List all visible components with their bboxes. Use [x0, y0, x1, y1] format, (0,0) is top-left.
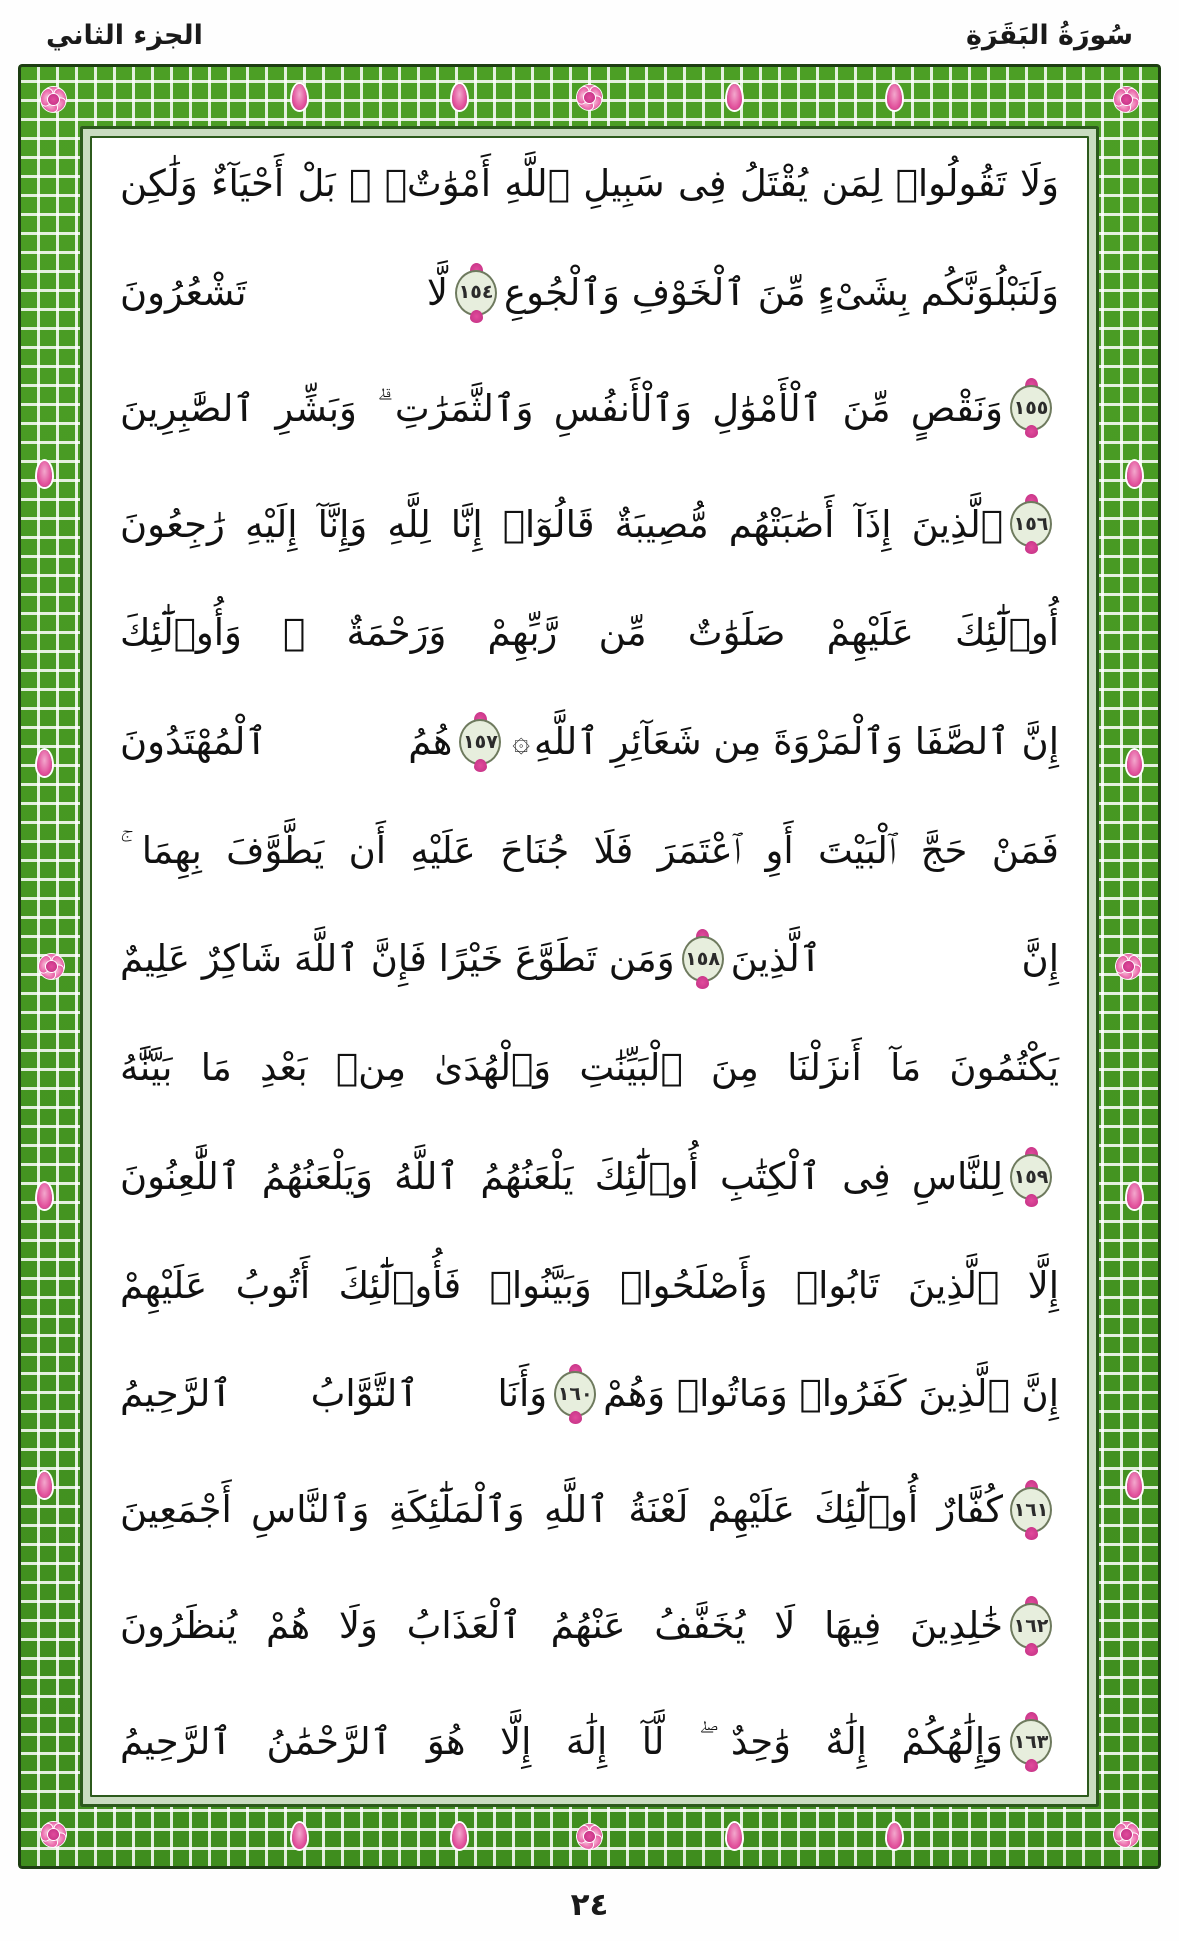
- ornamental-border: [18, 64, 1161, 1869]
- flower-ornament-icon: [34, 950, 68, 984]
- juz-label: الجزء الثاني: [46, 19, 203, 51]
- bud-ornament-icon: [292, 1823, 307, 1849]
- surah-label: سُورَةُ البَقَرَةِ: [966, 19, 1133, 51]
- quran-line: [120, 829, 1059, 873]
- bud-ornament-icon: [727, 1823, 742, 1849]
- quran-line-text: يَكْتُمُونَ مَآ أَنزَلْنَا مِنَ ٱلْبَيِّنَٰتِ وَٱلْهُدَىٰ مِنۢ بَعْدِ مَا بَيَّنَّٰهُ: [120, 1046, 1059, 1090]
- bud-ornament-icon: [37, 461, 52, 487]
- quran-line: [120, 1481, 1059, 1539]
- ayah-number-marker[interactable]: [1008, 1481, 1054, 1539]
- bud-ornament-icon: [887, 84, 902, 110]
- quran-line-text: أُو۟لَٰٓئِكَ عَلَيْهِمْ صَلَوَٰتٌ مِّن رَّبِّهِمْ وَرَحْمَةٌ ۖ وَأُو۟لَٰٓئِكَ: [120, 611, 1059, 655]
- quran-line: [120, 1148, 1059, 1206]
- quran-line-text-before: وَأَنَا ٱلتَّوَّابُ ٱلرَّحِيمُ: [120, 1372, 548, 1416]
- quran-line-text: فَمَنْ حَجَّ ٱلْبَيْتَ أَوِ ٱعْتَمَرَ فَلَا جُنَاحَ عَلَيْهِ أَن يَطَّوَّفَ بِهِمَا ۚ: [120, 828, 1059, 872]
- flower-ornament-icon: [1111, 950, 1145, 984]
- bud-ornament-icon: [452, 84, 467, 110]
- quran-line-text-before: وَإِلَٰهُكُمْ إِلَٰهٌ وَٰحِدٌ ۖ لَّآ إِلَٰهَ إِلَّا هُوَ ٱلرَّحْمَٰنُ ٱلرَّحِيمُ: [120, 1720, 1003, 1764]
- bud-ornament-icon: [37, 750, 52, 776]
- ayah-number: ١٥٨: [685, 948, 720, 971]
- ayah-number: ١٦٠: [557, 1383, 593, 1406]
- quran-line: [120, 1046, 1059, 1090]
- marker-tip-icon: [1025, 1194, 1038, 1207]
- ayah-number-marker[interactable]: [1008, 1597, 1054, 1655]
- bud-ornament-icon: [292, 84, 307, 110]
- quran-line: [120, 930, 1059, 988]
- flower-ornament-icon: [1109, 82, 1143, 116]
- flower-ornament-icon: [1109, 1817, 1143, 1851]
- marker-tip-icon: [1025, 425, 1038, 438]
- bud-ornament-icon: [887, 1823, 902, 1849]
- quran-line-text-after: إِنَّ ٱلَّذِينَ كَفَرُوا۟ وَمَاتُوا۟ وَهُمْ: [603, 1372, 1059, 1416]
- ayah-number: ١٥٥: [1013, 397, 1049, 420]
- ayah-number: ١٦٣: [1013, 1730, 1049, 1753]
- marker-tip-icon: [1025, 541, 1038, 554]
- quran-line-text-before: كُفَّارٌ أُو۟لَٰٓئِكَ عَلَيْهِمْ لَعْنَةُ ٱللَّهِ وَٱلْمَلَٰٓئِكَةِ وَٱلنَّاسِ أَجْمَعِينَ: [120, 1488, 1003, 1532]
- bud-ornament-icon: [452, 1823, 467, 1849]
- marker-tip-icon: [1025, 1527, 1038, 1540]
- quran-line: [120, 1264, 1059, 1308]
- quran-line-text: إِلَّا ٱلَّذِينَ تَابُوا۟ وَأَصْلَحُوا۟ وَبَيَّنُوا۟ فَأُو۟لَٰٓئِكَ أَتُوبُ عَلَيْهِمْ: [120, 1263, 1059, 1307]
- ayah-number: ١٦٢: [1013, 1614, 1049, 1637]
- ayah-number-marker[interactable]: [1008, 495, 1054, 553]
- quran-line-text-before: وَنَقْصٍ مِّنَ ٱلْأَمْوَٰلِ وَٱلْأَنفُسِ وَٱلثَّمَرَٰتِ ۗ وَبَشِّرِ ٱلصَّٰبِرِينَ: [120, 386, 1003, 430]
- marker-tip-icon: [569, 1411, 582, 1424]
- quran-line-text-before: هُمُ ٱلْمُهْتَدُونَ: [120, 720, 453, 764]
- quran-line: [120, 611, 1059, 655]
- quran-line-text: وَلَا تَقُولُوا۟ لِمَن يُقْتَلُ فِى سَبِيلِ ٱللَّهِ أَمْوَٰتٌۢ ۚ بَلْ أَحْيَآءٌ وَلَٰكِن: [120, 162, 1059, 205]
- ayah-number: ١٥٦: [1013, 513, 1049, 536]
- quran-line: [120, 713, 1059, 771]
- marker-tip-icon: [1025, 1759, 1038, 1772]
- quran-line-text-before: وَمَن تَطَوَّعَ خَيْرًا فَإِنَّ ٱللَّهَ شَاكِرٌ عَلِيمٌ: [120, 937, 675, 981]
- bud-ornament-icon: [727, 84, 742, 110]
- ayah-number-marker[interactable]: [1008, 1713, 1054, 1771]
- ayah-number: ١٦١: [1013, 1498, 1049, 1521]
- quran-line: [120, 379, 1059, 437]
- page-footer: [0, 1869, 1179, 1941]
- flower-ornament-icon: [573, 1819, 607, 1853]
- flower-ornament-icon: [36, 82, 70, 116]
- marker-tip-icon: [470, 310, 483, 323]
- ayah-number-marker[interactable]: [457, 713, 503, 771]
- quran-line-text-after: إِنَّ ٱلَّذِينَ: [730, 937, 1059, 981]
- flower-ornament-icon: [36, 1817, 70, 1851]
- bud-ornament-icon: [1127, 750, 1142, 776]
- quran-line: [120, 162, 1059, 206]
- marker-tip-icon: [696, 976, 709, 989]
- quran-line: [120, 1365, 1059, 1423]
- bud-ornament-icon: [1127, 1183, 1142, 1209]
- quran-line-text-before: ٱلَّذِينَ إِذَآ أَصَٰبَتْهُم مُّصِيبَةٌ قَالُوٓا۟ إِنَّا لِلَّهِ وَإِنَّآ إِلَيْهِ رَٰجِعُونَ: [120, 502, 1003, 546]
- bud-ornament-icon: [1127, 1472, 1142, 1498]
- ayah-number-marker[interactable]: [1008, 1148, 1054, 1206]
- quran-line: [120, 1713, 1059, 1771]
- quran-line-text-after: إِنَّ ٱلصَّفَا وَٱلْمَرْوَةَ مِن شَعَآئِرِ ٱللَّهِ: [533, 720, 1059, 764]
- quran-line-text-before: لَّا تَشْعُرُونَ: [120, 270, 449, 314]
- marker-tip-icon: [1025, 1643, 1038, 1656]
- quran-line: [120, 264, 1059, 322]
- bud-ornament-icon: [1127, 461, 1142, 487]
- ayah-number-marker[interactable]: [1008, 379, 1054, 437]
- ayah-number-marker[interactable]: [453, 264, 499, 322]
- flower-ornament-icon: [573, 80, 607, 114]
- bud-ornament-icon: [37, 1472, 52, 1498]
- marker-tip-icon: [474, 759, 487, 772]
- ayah-number-marker[interactable]: [680, 930, 726, 988]
- page-number: ٢٤: [570, 1887, 609, 1923]
- quran-lines: [120, 162, 1059, 1771]
- quran-text-area: [90, 136, 1089, 1797]
- page-header: [0, 0, 1179, 64]
- quran-line: [120, 495, 1059, 553]
- ayah-number: ١٥٤: [458, 281, 494, 304]
- ayah-number: ١٥٩: [1013, 1165, 1049, 1188]
- quran-line-text-before: خَٰلِدِينَ فِيهَا لَا يُخَفَّفُ عَنْهُمُ ٱلْعَذَابُ وَلَا هُمْ يُنظَرُونَ: [120, 1604, 1003, 1648]
- quran-line: [120, 1597, 1059, 1655]
- ornamental-frame-wrapper: [18, 64, 1161, 1869]
- quran-line-text-after: وَلَنَبْلُوَنَّكُم بِشَىْءٍ مِّنَ ٱلْخَوْفِ وَٱلْجُوعِ: [504, 270, 1059, 314]
- ayah-number-marker[interactable]: [552, 1365, 598, 1423]
- ayah-number: ١٥٧: [463, 730, 498, 753]
- bud-ornament-icon: [37, 1183, 52, 1209]
- rub-el-hizb-icon: ۞: [512, 724, 530, 760]
- quran-line-text-before: لِلنَّاسِ فِى ٱلْكِتَٰبِ أُو۟لَٰٓئِكَ يَلْعَنُهُمُ ٱللَّهُ وَيَلْعَنُهُمُ ٱللَّٰعِنُونَ: [120, 1154, 1003, 1198]
